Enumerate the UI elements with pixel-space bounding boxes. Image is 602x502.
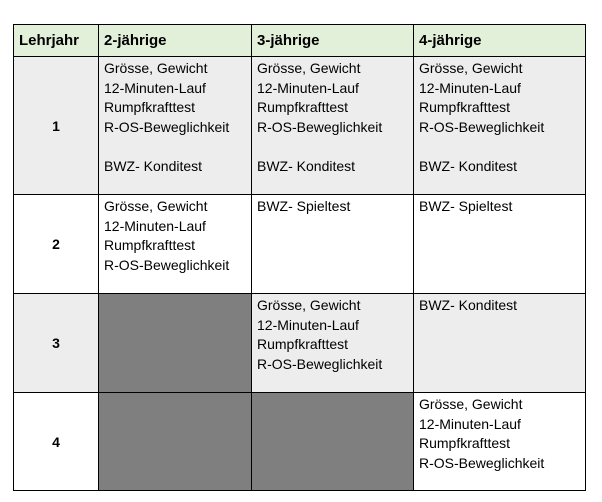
test-item: Rumpfkrafttest xyxy=(257,336,349,352)
cell-3-jaehrige xyxy=(252,294,414,393)
test-item: Rumpfkrafttest xyxy=(419,435,511,451)
cell-2-jaehrige xyxy=(99,195,252,294)
test-item: BWZ- Konditest xyxy=(257,157,356,174)
cell-4-jaehrige xyxy=(414,57,586,195)
test-schedule-table xyxy=(13,24,586,491)
test-item: 12-Minuten-Lauf xyxy=(257,316,359,333)
test-item: BWZ- Konditest xyxy=(419,157,518,174)
test-item: R-OS-Beweglichkeit xyxy=(257,355,383,372)
test-item: Grösse, Gewicht xyxy=(104,60,208,76)
year-cell: 4 xyxy=(14,393,99,491)
test-item: Rumpfkrafttest xyxy=(104,99,196,115)
test-item: Rumpfkrafttest xyxy=(419,99,511,115)
test-item: 12-Minuten-Lauf xyxy=(257,79,359,96)
blank-line xyxy=(257,137,413,157)
header-3-jaehrige: 3-jährige xyxy=(252,25,414,57)
test-item: BWZ- Konditest xyxy=(419,297,518,313)
year-cell: 1 xyxy=(14,57,99,195)
cell-3-jaehrige xyxy=(252,57,414,195)
year-cell: 3 xyxy=(14,294,99,393)
cell-2-jaehrige-not-applicable xyxy=(99,393,252,491)
cell-4-jaehrige xyxy=(414,195,586,294)
test-item: Grösse, Gewicht xyxy=(104,198,208,214)
test-item: Rumpfkrafttest xyxy=(257,99,349,115)
test-item: R-OS-Beweglichkeit xyxy=(104,118,230,135)
test-item: 12-Minuten-Lauf xyxy=(419,79,521,96)
header-row xyxy=(14,25,586,57)
cell-4-jaehrige xyxy=(414,294,586,393)
header-2-jaehrige: 2-jährige xyxy=(99,25,252,57)
table-row-year-4 xyxy=(14,393,586,491)
test-item: R-OS-Beweglichkeit xyxy=(419,454,545,471)
test-item: 12-Minuten-Lauf xyxy=(104,79,206,96)
cell-2-jaehrige xyxy=(99,57,252,195)
blank-line xyxy=(104,137,251,157)
cell-2-jaehrige-not-applicable xyxy=(99,294,252,393)
test-item: 12-Minuten-Lauf xyxy=(104,217,206,234)
test-item: 12-Minuten-Lauf xyxy=(419,415,521,432)
test-item: Rumpfkrafttest xyxy=(104,237,196,253)
test-item: R-OS-Beweglichkeit xyxy=(257,118,383,135)
test-item: R-OS-Beweglichkeit xyxy=(104,256,230,273)
blank-line xyxy=(419,137,585,157)
table-row-year-2 xyxy=(14,195,586,294)
cell-3-jaehrige-not-applicable xyxy=(252,393,414,491)
test-item: R-OS-Beweglichkeit xyxy=(419,118,545,135)
table-row-year-1 xyxy=(14,57,586,195)
table-row-year-3 xyxy=(14,294,586,393)
test-item: Grösse, Gewicht xyxy=(257,297,361,313)
test-item: Grösse, Gewicht xyxy=(257,60,361,76)
test-item: BWZ- Konditest xyxy=(104,157,203,174)
test-item: BWZ- Spieltest xyxy=(419,198,513,214)
cell-3-jaehrige xyxy=(252,195,414,294)
year-cell: 2 xyxy=(14,195,99,294)
cell-4-jaehrige xyxy=(414,393,586,491)
test-item: BWZ- Spieltest xyxy=(257,198,351,214)
header-4-jaehrige: 4-jährige xyxy=(414,25,586,57)
header-lehrjahr: Lehrjahr xyxy=(14,25,99,57)
test-item: Grösse, Gewicht xyxy=(419,396,523,412)
test-item: Grösse, Gewicht xyxy=(419,60,523,76)
